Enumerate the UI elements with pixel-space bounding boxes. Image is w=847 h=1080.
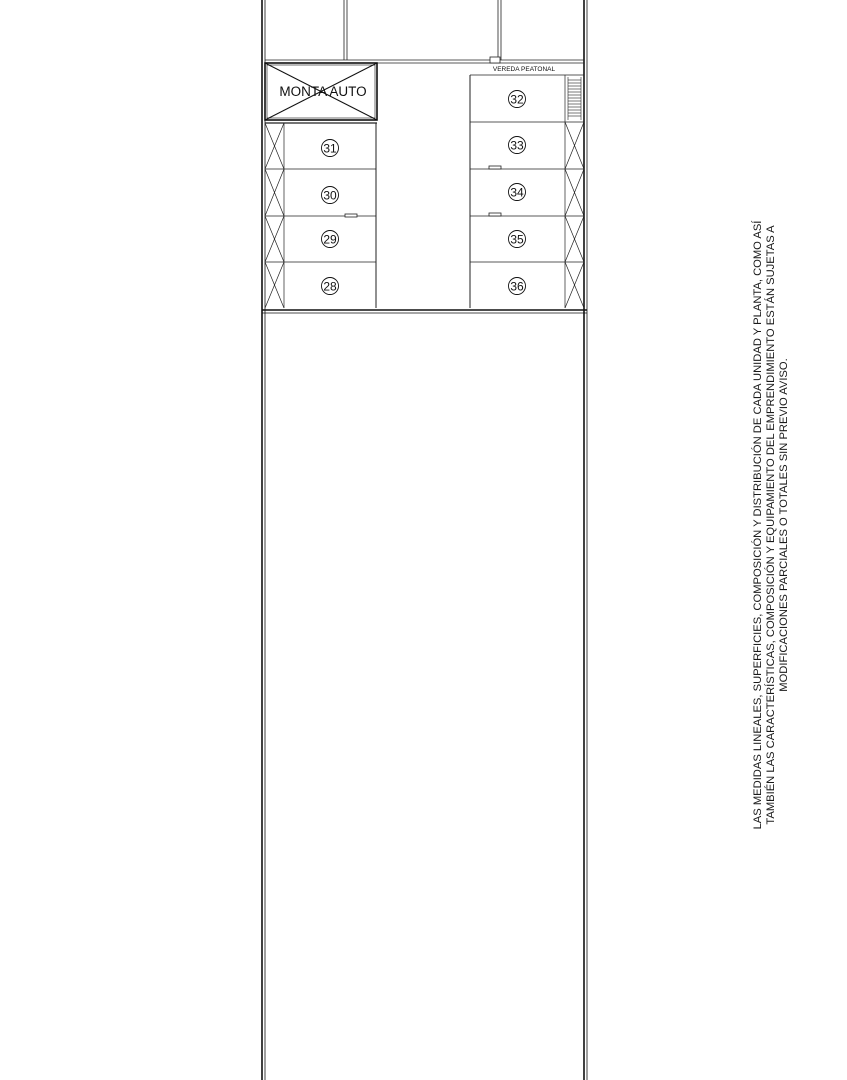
disclaimer-line-1: LAS MEDIDAS LINEALES, SUPERFICIES, COMPOSICIÓN Y DISTRIBUCIÓN DE CADA UNIDAD Y PLANTA, COMO ASÍ (752, 220, 765, 830)
space-number: 34 (510, 185, 524, 200)
right-column-bracing (470, 75, 584, 308)
space-number: 28 (323, 279, 337, 294)
parking-space (509, 231, 526, 248)
parking-space (322, 187, 339, 204)
parking-space (322, 278, 339, 295)
parking-space (322, 231, 339, 248)
space-number: 35 (510, 232, 524, 247)
pedestrian-walkway-label: VEREDA PEATONAL (492, 66, 556, 73)
disclaimer-note (752, 170, 792, 880)
outer-walls (262, 0, 587, 1080)
space-number: 33 (510, 138, 524, 153)
space-number: 29 (323, 232, 337, 247)
disclaimer-line-3: MODIFICACIONES PARCIALES O TOTALES SIN PREVIO AVISO. (778, 358, 791, 692)
space-number: 30 (323, 188, 337, 203)
stair-icon (568, 77, 581, 120)
space-number: 32 (510, 92, 524, 107)
car-lift-label: MONTA AUTO (279, 84, 367, 99)
parking-space (509, 137, 526, 154)
disclaimer-line-2: TAMBIÉN LAS CARACTERÍSTICAS, COMPOSICIÓN Y EQUIPAMIENTO DEL EMPRENDIMIENTO ESTÁN SUJETAS A (765, 225, 778, 825)
space-number: 36 (510, 279, 524, 294)
parking-space (509, 278, 526, 295)
parking-space (322, 140, 339, 157)
parking-space (509, 184, 526, 201)
space-number: 31 (323, 141, 337, 156)
parking-space (509, 91, 526, 108)
left-column-bracing (265, 123, 377, 308)
upper-structure (265, 0, 584, 63)
